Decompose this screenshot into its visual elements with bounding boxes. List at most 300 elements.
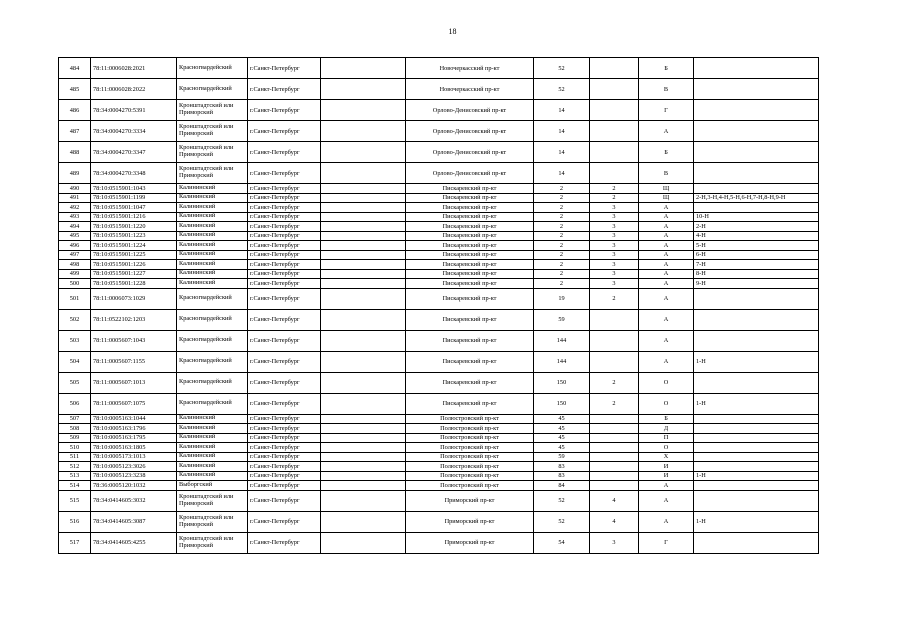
- cadastral-number-cell: 78:34:0414605:3087: [91, 511, 177, 532]
- house-number-cell: 2: [534, 231, 590, 241]
- street-cell: Приморский пр-кт: [406, 511, 534, 532]
- district-cell: Калининский: [177, 212, 248, 222]
- empty-cell: [321, 269, 406, 279]
- cadastral-number-cell: 78:10:0515901:1216: [91, 212, 177, 222]
- district-cell: Кронштадтский или Приморский: [177, 121, 248, 142]
- city-cell: г.Санкт-Петербург: [248, 481, 321, 491]
- city-cell: г.Санкт-Петербург: [248, 288, 321, 309]
- district-cell: Калининский: [177, 193, 248, 203]
- table-row: [59, 163, 819, 184]
- table-row: [59, 490, 819, 511]
- row-number-cell: 494: [59, 222, 91, 232]
- street-cell: Пискаревский пр-кт: [406, 393, 534, 414]
- street-cell: Пискаревский пр-кт: [406, 222, 534, 232]
- city-cell: г.Санкт-Петербург: [248, 222, 321, 232]
- premises-cell: [694, 184, 819, 194]
- table-row: [59, 193, 819, 203]
- letter-cell: А: [639, 121, 694, 142]
- building-cell: [590, 309, 639, 330]
- empty-cell: [321, 100, 406, 121]
- premises-cell: 2-Н,3-Н,4-Н,5-Н,6-Н,7-Н,8-Н,9-Н: [694, 193, 819, 203]
- letter-cell: А: [639, 260, 694, 270]
- letter-cell: А: [639, 222, 694, 232]
- cadastral-number-cell: 78:34:0004270:5391: [91, 100, 177, 121]
- district-cell: Калининский: [177, 203, 248, 213]
- building-cell: 2: [590, 393, 639, 414]
- table-row: [59, 330, 819, 351]
- cadastral-number-cell: 78:36:0005120:1032: [91, 481, 177, 491]
- empty-cell: [321, 414, 406, 424]
- letter-cell: А: [639, 250, 694, 260]
- empty-cell: [321, 203, 406, 213]
- empty-cell: [321, 142, 406, 163]
- city-cell: г.Санкт-Петербург: [248, 279, 321, 289]
- premises-cell: 7-Н: [694, 260, 819, 270]
- cadastral-number-cell: 78:10:0515901:1225: [91, 250, 177, 260]
- street-cell: Орлово-Денисовский пр-кт: [406, 121, 534, 142]
- building-cell: [590, 424, 639, 434]
- cadastral-number-cell: 78:10:0005163:1795: [91, 433, 177, 443]
- premises-cell: 1-Н: [694, 351, 819, 372]
- letter-cell: Д: [639, 424, 694, 434]
- registry-body: [59, 58, 819, 554]
- street-cell: Пискаревский пр-кт: [406, 351, 534, 372]
- empty-cell: [321, 279, 406, 289]
- row-number-cell: 506: [59, 393, 91, 414]
- table-row: [59, 212, 819, 222]
- premises-cell: [694, 481, 819, 491]
- city-cell: г.Санкт-Петербург: [248, 330, 321, 351]
- city-cell: г.Санкт-Петербург: [248, 260, 321, 270]
- house-number-cell: 45: [534, 414, 590, 424]
- house-number-cell: 2: [534, 241, 590, 251]
- letter-cell: А: [639, 288, 694, 309]
- cadastral-number-cell: 78:34:0414605:4255: [91, 532, 177, 553]
- house-number-cell: 52: [534, 490, 590, 511]
- table-row: [59, 351, 819, 372]
- city-cell: г.Санкт-Петербург: [248, 212, 321, 222]
- property-registry-table: [58, 57, 819, 554]
- empty-cell: [321, 184, 406, 194]
- house-number-cell: 14: [534, 142, 590, 163]
- district-cell: Калининский: [177, 452, 248, 462]
- table-row: [59, 511, 819, 532]
- building-cell: [590, 414, 639, 424]
- street-cell: Пискаревский пр-кт: [406, 279, 534, 289]
- house-number-cell: 150: [534, 393, 590, 414]
- row-number-cell: 508: [59, 424, 91, 434]
- empty-cell: [321, 231, 406, 241]
- row-number-cell: 487: [59, 121, 91, 142]
- house-number-cell: 2: [534, 203, 590, 213]
- cadastral-number-cell: 78:11:0006028:2022: [91, 79, 177, 100]
- row-number-cell: 490: [59, 184, 91, 194]
- empty-cell: [321, 462, 406, 472]
- street-cell: Новочеркасский пр-кт: [406, 79, 534, 100]
- house-number-cell: 59: [534, 309, 590, 330]
- city-cell: г.Санкт-Петербург: [248, 79, 321, 100]
- table-row: [59, 462, 819, 472]
- district-cell: Калининский: [177, 250, 248, 260]
- premises-cell: [694, 424, 819, 434]
- empty-cell: [321, 490, 406, 511]
- empty-cell: [321, 511, 406, 532]
- house-number-cell: 52: [534, 511, 590, 532]
- letter-cell: А: [639, 269, 694, 279]
- building-cell: [590, 100, 639, 121]
- letter-cell: В: [639, 79, 694, 100]
- cadastral-number-cell: 78:11:0006028:2021: [91, 58, 177, 79]
- district-cell: Кронштадтский или Приморский: [177, 532, 248, 553]
- building-cell: 4: [590, 511, 639, 532]
- building-cell: 2: [590, 193, 639, 203]
- cadastral-number-cell: 78:10:0515901:1224: [91, 241, 177, 251]
- city-cell: г.Санкт-Петербург: [248, 462, 321, 472]
- house-number-cell: 2: [534, 184, 590, 194]
- premises-cell: [694, 490, 819, 511]
- empty-cell: [321, 241, 406, 251]
- row-number-cell: 503: [59, 330, 91, 351]
- premises-cell: 4-Н: [694, 231, 819, 241]
- premises-cell: 8-Н: [694, 269, 819, 279]
- row-number-cell: 517: [59, 532, 91, 553]
- premises-cell: [694, 203, 819, 213]
- premises-cell: [694, 288, 819, 309]
- district-cell: Красногвардейский: [177, 351, 248, 372]
- building-cell: 3: [590, 241, 639, 251]
- cadastral-number-cell: 78:34:0004270:3334: [91, 121, 177, 142]
- empty-cell: [321, 481, 406, 491]
- table-row: [59, 121, 819, 142]
- building-cell: 4: [590, 490, 639, 511]
- building-cell: [590, 462, 639, 472]
- cadastral-number-cell: 78:34:0004270:3347: [91, 142, 177, 163]
- building-cell: [590, 452, 639, 462]
- row-number-cell: 485: [59, 79, 91, 100]
- building-cell: 3: [590, 222, 639, 232]
- cadastral-number-cell: 78:11:0006073:1029: [91, 288, 177, 309]
- letter-cell: Б: [639, 58, 694, 79]
- district-cell: Калининский: [177, 443, 248, 453]
- city-cell: г.Санкт-Петербург: [248, 121, 321, 142]
- district-cell: Красногвардейский: [177, 330, 248, 351]
- district-cell: Красногвардейский: [177, 393, 248, 414]
- district-cell: Калининский: [177, 471, 248, 481]
- table-row: [59, 424, 819, 434]
- house-number-cell: 59: [534, 452, 590, 462]
- premises-cell: 10-Н: [694, 212, 819, 222]
- empty-cell: [321, 372, 406, 393]
- building-cell: 3: [590, 532, 639, 553]
- table-row: [59, 288, 819, 309]
- row-number-cell: 496: [59, 241, 91, 251]
- empty-cell: [321, 212, 406, 222]
- table-row: [59, 100, 819, 121]
- premises-cell: 1-Н: [694, 393, 819, 414]
- letter-cell: Щ: [639, 184, 694, 194]
- row-number-cell: 501: [59, 288, 91, 309]
- table-row: [59, 414, 819, 424]
- premises-cell: 6-Н: [694, 250, 819, 260]
- cadastral-number-cell: 78:11:0005607:1075: [91, 393, 177, 414]
- street-cell: Пискаревский пр-кт: [406, 288, 534, 309]
- letter-cell: Х: [639, 452, 694, 462]
- row-number-cell: 510: [59, 443, 91, 453]
- house-number-cell: 83: [534, 471, 590, 481]
- row-number-cell: 491: [59, 193, 91, 203]
- premises-cell: [694, 462, 819, 472]
- city-cell: г.Санкт-Петербург: [248, 511, 321, 532]
- street-cell: Пискаревский пр-кт: [406, 260, 534, 270]
- premises-cell: [694, 79, 819, 100]
- district-cell: Калининский: [177, 260, 248, 270]
- premises-cell: [694, 372, 819, 393]
- district-cell: Калининский: [177, 279, 248, 289]
- house-number-cell: 14: [534, 100, 590, 121]
- building-cell: 2: [590, 288, 639, 309]
- table-row: [59, 481, 819, 491]
- empty-cell: [321, 433, 406, 443]
- empty-cell: [321, 309, 406, 330]
- building-cell: [590, 58, 639, 79]
- street-cell: Полюстровский пр-кт: [406, 443, 534, 453]
- city-cell: г.Санкт-Петербург: [248, 193, 321, 203]
- building-cell: 3: [590, 250, 639, 260]
- row-number-cell: 514: [59, 481, 91, 491]
- house-number-cell: 2: [534, 250, 590, 260]
- city-cell: г.Санкт-Петербург: [248, 142, 321, 163]
- row-number-cell: 493: [59, 212, 91, 222]
- table-row: [59, 184, 819, 194]
- street-cell: Пискаревский пр-кт: [406, 372, 534, 393]
- premises-cell: [694, 309, 819, 330]
- district-cell: Кронштадтский или Приморский: [177, 163, 248, 184]
- house-number-cell: 144: [534, 351, 590, 372]
- cadastral-number-cell: 78:10:0005123:3026: [91, 462, 177, 472]
- building-cell: 3: [590, 269, 639, 279]
- district-cell: Кронштадтский или Приморский: [177, 100, 248, 121]
- district-cell: Кронштадтский или Приморский: [177, 511, 248, 532]
- premises-cell: [694, 121, 819, 142]
- premises-cell: [694, 330, 819, 351]
- city-cell: г.Санкт-Петербург: [248, 309, 321, 330]
- row-number-cell: 499: [59, 269, 91, 279]
- table-row: [59, 279, 819, 289]
- letter-cell: А: [639, 511, 694, 532]
- street-cell: Орлово-Денисовский пр-кт: [406, 100, 534, 121]
- page-number: 18: [448, 27, 457, 36]
- building-cell: 3: [590, 279, 639, 289]
- row-number-cell: 516: [59, 511, 91, 532]
- row-number-cell: 500: [59, 279, 91, 289]
- city-cell: г.Санкт-Петербург: [248, 424, 321, 434]
- premises-cell: [694, 452, 819, 462]
- row-number-cell: 515: [59, 490, 91, 511]
- letter-cell: А: [639, 203, 694, 213]
- premises-cell: [694, 100, 819, 121]
- table-row: [59, 203, 819, 213]
- house-number-cell: 54: [534, 532, 590, 553]
- district-cell: Калининский: [177, 462, 248, 472]
- cadastral-number-cell: 78:11:0005607:1013: [91, 372, 177, 393]
- street-cell: Пискаревский пр-кт: [406, 184, 534, 194]
- street-cell: Пискаревский пр-кт: [406, 231, 534, 241]
- building-cell: [590, 330, 639, 351]
- table-row: [59, 260, 819, 270]
- row-number-cell: 488: [59, 142, 91, 163]
- premises-cell: [694, 414, 819, 424]
- house-number-cell: 2: [534, 279, 590, 289]
- house-number-cell: 2: [534, 193, 590, 203]
- table-row: [59, 79, 819, 100]
- premises-cell: 2-Н: [694, 222, 819, 232]
- street-cell: Полюстровский пр-кт: [406, 414, 534, 424]
- house-number-cell: 2: [534, 260, 590, 270]
- cadastral-number-cell: 78:10:0515901:1199: [91, 193, 177, 203]
- street-cell: Приморский пр-кт: [406, 532, 534, 553]
- cadastral-number-cell: 78:10:0515901:1226: [91, 260, 177, 270]
- table-row: [59, 393, 819, 414]
- building-cell: [590, 443, 639, 453]
- letter-cell: О: [639, 393, 694, 414]
- empty-cell: [321, 79, 406, 100]
- house-number-cell: 45: [534, 424, 590, 434]
- premises-cell: [694, 433, 819, 443]
- street-cell: Пискаревский пр-кт: [406, 241, 534, 251]
- district-cell: Калининский: [177, 184, 248, 194]
- letter-cell: А: [639, 309, 694, 330]
- cadastral-number-cell: 78:11:0005607:1043: [91, 330, 177, 351]
- row-number-cell: 502: [59, 309, 91, 330]
- cadastral-number-cell: 78:10:0005163:1805: [91, 443, 177, 453]
- letter-cell: А: [639, 231, 694, 241]
- cadastral-number-cell: 78:10:0515901:1220: [91, 222, 177, 232]
- premises-cell: [694, 443, 819, 453]
- empty-cell: [321, 222, 406, 232]
- house-number-cell: 14: [534, 121, 590, 142]
- table-row: [59, 222, 819, 232]
- district-cell: Красногвардейский: [177, 79, 248, 100]
- premises-cell: 1-Н: [694, 511, 819, 532]
- street-cell: Полюстровский пр-кт: [406, 433, 534, 443]
- street-cell: Пискаревский пр-кт: [406, 330, 534, 351]
- letter-cell: А: [639, 212, 694, 222]
- house-number-cell: 2: [534, 222, 590, 232]
- district-cell: Калининский: [177, 433, 248, 443]
- building-cell: [590, 351, 639, 372]
- street-cell: Полюстровский пр-кт: [406, 471, 534, 481]
- row-number-cell: 497: [59, 250, 91, 260]
- cadastral-number-cell: 78:10:0515901:1228: [91, 279, 177, 289]
- row-number-cell: 498: [59, 260, 91, 270]
- cadastral-number-cell: 78:11:0522102:1203: [91, 309, 177, 330]
- city-cell: г.Санкт-Петербург: [248, 443, 321, 453]
- cadastral-number-cell: 78:11:0005607:1155: [91, 351, 177, 372]
- district-cell: Выборгский: [177, 481, 248, 491]
- empty-cell: [321, 471, 406, 481]
- building-cell: 2: [590, 372, 639, 393]
- table-row: [59, 58, 819, 79]
- cadastral-number-cell: 78:10:0515901:1227: [91, 269, 177, 279]
- letter-cell: А: [639, 279, 694, 289]
- building-cell: [590, 433, 639, 443]
- city-cell: г.Санкт-Петербург: [248, 231, 321, 241]
- house-number-cell: 84: [534, 481, 590, 491]
- row-number-cell: 513: [59, 471, 91, 481]
- premises-cell: [694, 142, 819, 163]
- building-cell: 3: [590, 212, 639, 222]
- empty-cell: [321, 58, 406, 79]
- street-cell: Пискаревский пр-кт: [406, 212, 534, 222]
- table-row: [59, 532, 819, 553]
- building-cell: 2: [590, 184, 639, 194]
- city-cell: г.Санкт-Петербург: [248, 351, 321, 372]
- table-row: [59, 250, 819, 260]
- district-cell: Красногвардейский: [177, 372, 248, 393]
- empty-cell: [321, 424, 406, 434]
- letter-cell: Г: [639, 100, 694, 121]
- empty-cell: [321, 351, 406, 372]
- house-number-cell: 144: [534, 330, 590, 351]
- city-cell: г.Санкт-Петербург: [248, 184, 321, 194]
- premises-cell: 5-Н: [694, 241, 819, 251]
- building-cell: [590, 142, 639, 163]
- empty-cell: [321, 532, 406, 553]
- street-cell: Пискаревский пр-кт: [406, 250, 534, 260]
- street-cell: Новочеркасский пр-кт: [406, 58, 534, 79]
- district-cell: Кронштадтский или Приморский: [177, 142, 248, 163]
- city-cell: г.Санкт-Петербург: [248, 250, 321, 260]
- cadastral-number-cell: 78:34:0414605:3032: [91, 490, 177, 511]
- empty-cell: [321, 193, 406, 203]
- street-cell: Пискаревский пр-кт: [406, 309, 534, 330]
- premises-cell: [694, 532, 819, 553]
- house-number-cell: 83: [534, 462, 590, 472]
- letter-cell: И: [639, 462, 694, 472]
- letter-cell: А: [639, 241, 694, 251]
- street-cell: Полюстровский пр-кт: [406, 424, 534, 434]
- city-cell: г.Санкт-Петербург: [248, 532, 321, 553]
- cadastral-number-cell: 78:34:0004270:3348: [91, 163, 177, 184]
- house-number-cell: 45: [534, 443, 590, 453]
- district-cell: Калининский: [177, 269, 248, 279]
- empty-cell: [321, 288, 406, 309]
- empty-cell: [321, 393, 406, 414]
- house-number-cell: 45: [534, 433, 590, 443]
- building-cell: [590, 79, 639, 100]
- building-cell: [590, 481, 639, 491]
- house-number-cell: 19: [534, 288, 590, 309]
- table-row: [59, 241, 819, 251]
- building-cell: [590, 163, 639, 184]
- table-row: [59, 433, 819, 443]
- row-number-cell: 507: [59, 414, 91, 424]
- city-cell: г.Санкт-Петербург: [248, 414, 321, 424]
- letter-cell: О: [639, 443, 694, 453]
- house-number-cell: 52: [534, 79, 590, 100]
- empty-cell: [321, 260, 406, 270]
- street-cell: Пискаревский пр-кт: [406, 203, 534, 213]
- table-row: [59, 443, 819, 453]
- street-cell: Полюстровский пр-кт: [406, 452, 534, 462]
- row-number-cell: 495: [59, 231, 91, 241]
- district-cell: Кронштадтский или Приморский: [177, 490, 248, 511]
- table-row: [59, 231, 819, 241]
- building-cell: 3: [590, 231, 639, 241]
- street-cell: Орлово-Денисовский пр-кт: [406, 163, 534, 184]
- empty-cell: [321, 121, 406, 142]
- city-cell: г.Санкт-Петербург: [248, 241, 321, 251]
